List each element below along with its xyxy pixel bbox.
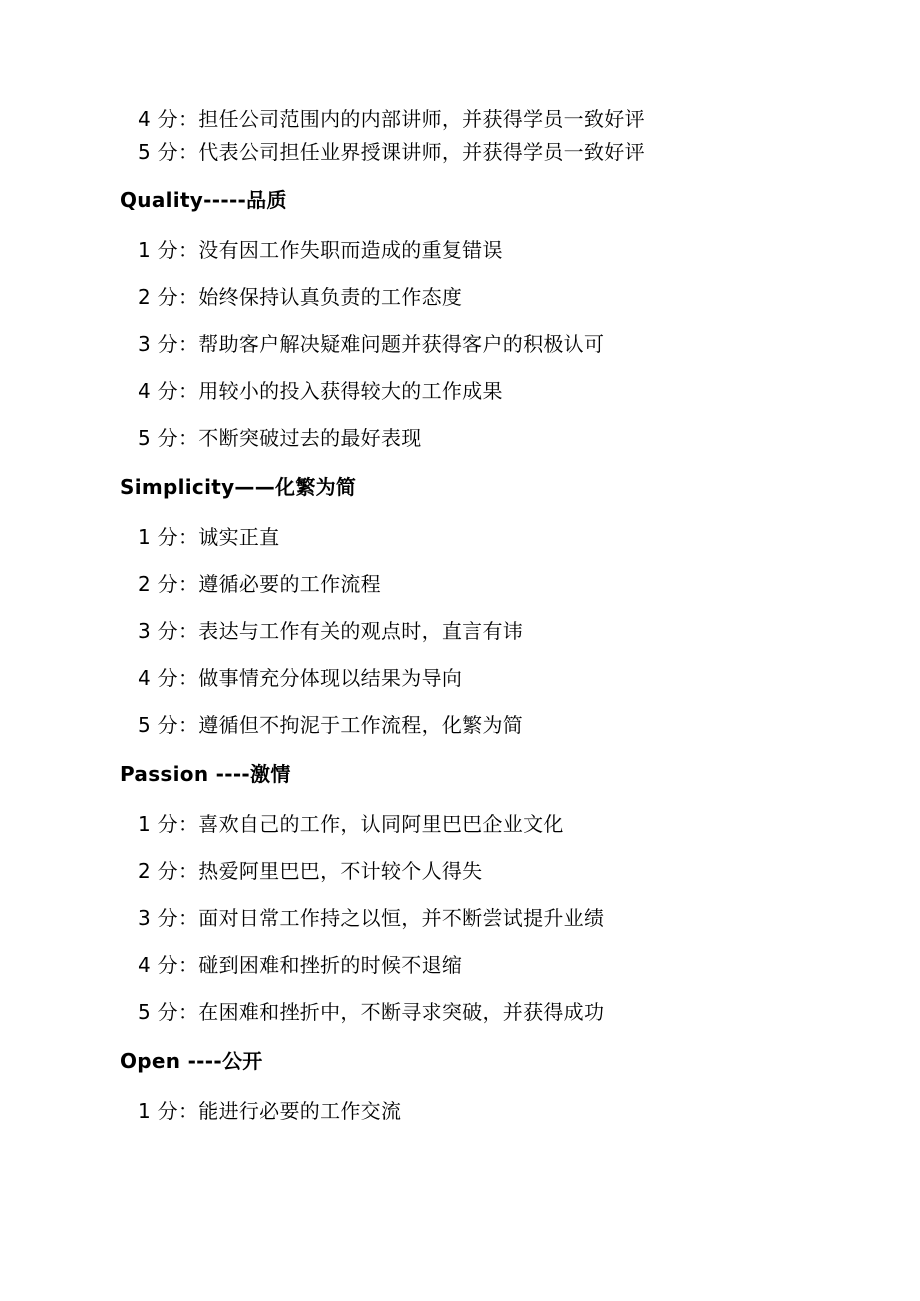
score-item: 5 分：在困难和挫折中，不断寻求突破，并获得成功 — [138, 1000, 605, 1024]
section-heading-quality: Quality-----品质 — [120, 188, 287, 212]
score-item: 2 分：热爱阿里巴巴，不计较个人得失 — [138, 859, 483, 883]
score-item: 3 分：帮助客户解决疑难问题并获得客户的积极认可 — [138, 332, 605, 356]
score-item: 4 分：担任公司范围内的内部讲师，并获得学员一致好评 — [138, 107, 645, 131]
section-heading-open: Open ----公开 — [120, 1049, 263, 1073]
score-item: 4 分：用较小的投入获得较大的工作成果 — [138, 379, 503, 403]
score-item: 3 分：表达与工作有关的观点时，直言有讳 — [138, 619, 524, 643]
score-item: 1 分：没有因工作失职而造成的重复错误 — [138, 238, 503, 262]
score-item: 3 分：面对日常工作持之以恒，并不断尝试提升业绩 — [138, 906, 605, 930]
score-item: 1 分：诚实正直 — [138, 525, 280, 549]
score-item: 1 分：能进行必要的工作交流 — [138, 1099, 402, 1123]
score-item: 5 分：代表公司担任业界授课讲师，并获得学员一致好评 — [138, 140, 645, 164]
score-item: 1 分：喜欢自己的工作，认同阿里巴巴企业文化 — [138, 812, 564, 836]
score-item: 2 分：始终保持认真负责的工作态度 — [138, 285, 463, 309]
score-item: 5 分：遵循但不拘泥于工作流程，化繁为简 — [138, 713, 524, 737]
section-heading-simplicity: Simplicity——化繁为简 — [120, 475, 357, 499]
score-item: 2 分：遵循必要的工作流程 — [138, 572, 381, 596]
score-item: 4 分：做事情充分体现以结果为导向 — [138, 666, 463, 690]
score-item: 5 分：不断突破过去的最好表现 — [138, 426, 422, 450]
section-heading-passion: Passion ----激情 — [120, 762, 291, 786]
score-item: 4 分：碰到困难和挫折的时候不退缩 — [138, 953, 463, 977]
